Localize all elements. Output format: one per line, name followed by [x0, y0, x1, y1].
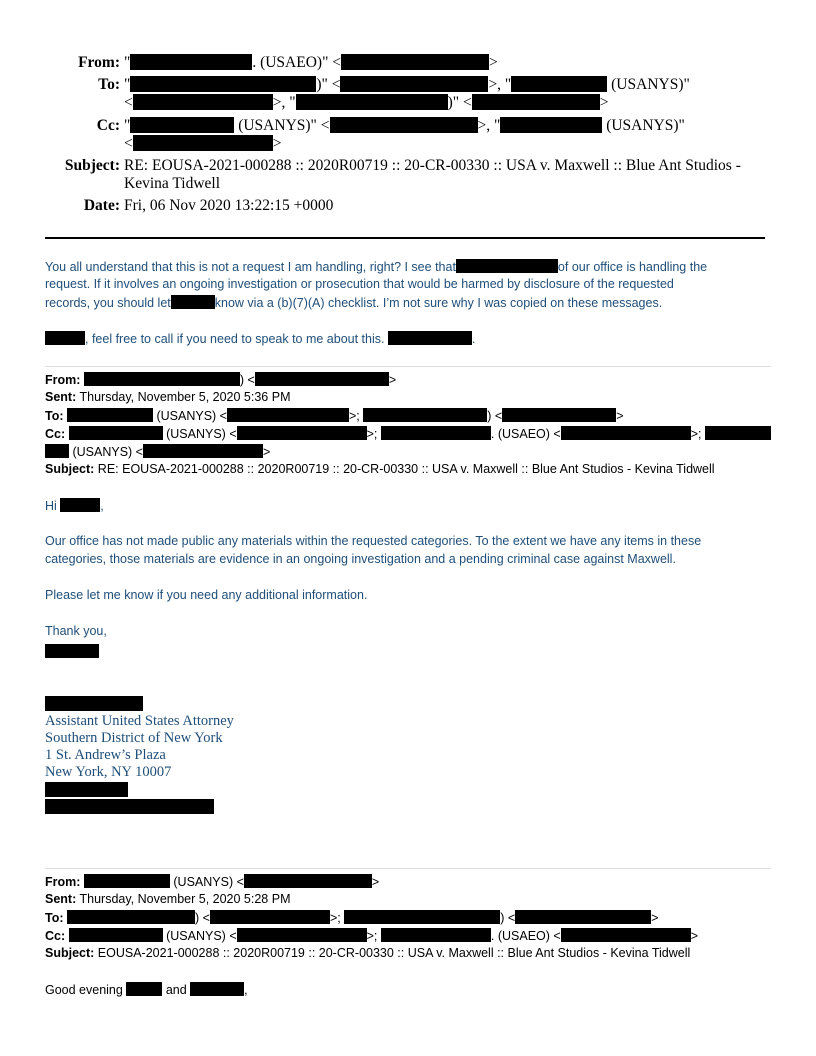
redaction-box	[341, 54, 489, 70]
redaction-box	[381, 928, 491, 942]
quoted-from: From: ) < >	[45, 373, 397, 387]
redaction-box	[130, 117, 234, 133]
redaction-box	[143, 444, 263, 458]
redaction-box	[69, 426, 163, 440]
date-value: Fri, 06 Nov 2020 13:22:15 +0000	[124, 197, 334, 214]
redaction-box	[67, 910, 195, 924]
redaction-box	[363, 408, 487, 422]
redaction-box	[67, 408, 153, 422]
signature-address: 1 St. Andrew’s Plaza	[45, 747, 166, 763]
redaction-box	[84, 874, 170, 888]
to-value-line1: " )" < >, " (USANYS)"	[124, 76, 690, 93]
cc-label: Cc:	[96, 117, 120, 134]
redaction-box	[69, 928, 163, 942]
redaction-box	[210, 910, 330, 924]
redaction-box	[45, 799, 214, 814]
quoted-cc-cont: (USANYS) < >	[45, 444, 270, 459]
header-divider	[45, 237, 765, 239]
redaction-box	[561, 928, 691, 942]
cc-value-line2: < >	[124, 135, 282, 152]
to-label: To:	[98, 76, 120, 93]
quoted-cc: Cc: (USANYS) < >; . (USAEO) < >;	[45, 426, 771, 441]
redaction-box	[126, 982, 162, 996]
redaction-box	[388, 331, 472, 345]
redaction-box	[515, 910, 651, 924]
signature-redacted	[45, 696, 143, 714]
signature-redacted	[45, 782, 128, 800]
body-line: Good evening and ,	[45, 983, 248, 997]
body-line: records, you should let know via a (b)(7)(A) checklist. I’m not sure why I was copied on these messages.	[45, 296, 663, 310]
redaction-box	[296, 94, 448, 110]
quoted-to: To: ) < >; ) < >	[45, 911, 659, 925]
subject-label: Subject:	[64, 157, 120, 174]
signature-redacted	[45, 799, 214, 817]
quoted-to: To: (USANYS) < >; ) < >	[45, 409, 624, 423]
redaction-box	[45, 331, 85, 345]
redaction-box	[502, 408, 616, 422]
date-label: Date:	[83, 197, 120, 214]
redaction-box	[133, 94, 273, 110]
body-line: Hi ,	[45, 499, 104, 513]
redaction-box	[472, 94, 600, 110]
redaction-box	[190, 982, 244, 996]
redaction-box	[45, 782, 128, 797]
redaction-box	[381, 426, 491, 440]
redaction-box	[456, 259, 558, 273]
redaction-box	[60, 498, 100, 512]
redaction-box	[330, 117, 478, 133]
cc-value-line1: " (USANYS)" < >, " (USANYS)"	[124, 117, 685, 134]
body-line: , feel free to call if you need to speak to me about this. .	[45, 331, 475, 346]
redaction-box	[227, 408, 349, 422]
redaction-box	[244, 874, 372, 888]
quoted-sent: Sent: Thursday, November 5, 2020 5:36 PM	[45, 390, 291, 404]
redaction-box	[500, 117, 602, 133]
quoted-from: From: (USANYS) < >	[45, 875, 380, 889]
redaction-box	[171, 295, 215, 309]
quoted-divider	[45, 366, 771, 367]
quoted-subject: Subject: RE: EOUSA-2021-000288 :: 2020R00719 :: 20-CR-00330 :: USA v. Maxwell :: Blue Ant Studios - Kevina Tidwell	[45, 462, 715, 476]
redaction-box	[705, 426, 771, 440]
redaction-box	[45, 644, 99, 658]
redaction-box	[45, 696, 143, 711]
redaction-box	[255, 372, 389, 386]
from-value: " . (USAEO)" < >	[124, 54, 498, 71]
redaction-box	[130, 76, 316, 92]
redaction-box	[130, 54, 252, 70]
body-line: categories, those materials are evidence in an ongoing investigation and a pending criminal case against Maxwell.	[45, 552, 676, 566]
signature-city: New York, NY 10007	[45, 764, 172, 780]
body-line: Please let me know if you need any additional information.	[45, 588, 368, 602]
body-line: Our office has not made public any materials within the requested categories. To the extent we have any items in these	[45, 534, 702, 548]
quoted-divider	[45, 868, 771, 869]
to-value-line2: < >, " )" < >	[124, 94, 609, 111]
body-line: request. If it involves an ongoing investigation or prosecution that would be harmed by disclosure of the requested	[45, 277, 674, 291]
quoted-sent: Sent: Thursday, November 5, 2020 5:28 PM	[45, 892, 291, 906]
body-line: Thank you,	[45, 624, 107, 638]
signature-name-redacted	[45, 644, 99, 659]
redaction-box	[133, 135, 273, 151]
subject-value-line2: Kevina Tidwell	[124, 175, 221, 192]
signature-title: Assistant United States Attorney	[45, 713, 234, 729]
redaction-box	[511, 76, 607, 92]
signature-office: Southern District of New York	[45, 730, 223, 746]
quoted-cc: Cc: (USANYS) < >; . (USAEO) < >	[45, 929, 699, 943]
body-line: You all understand that this is not a request I am handling, right? I see that of our office is handling the	[45, 260, 708, 274]
redaction-box	[344, 910, 500, 924]
redaction-box	[237, 928, 367, 942]
quoted-subject: Subject: EOUSA-2021-000288 :: 2020R00719 :: 20-CR-00330 :: USA v. Maxwell :: Blue Ant Studios - Kevina Tidwell	[45, 946, 691, 960]
redaction-box	[561, 426, 691, 440]
redaction-box	[84, 372, 240, 386]
from-label: From:	[78, 54, 120, 71]
redaction-box	[45, 444, 69, 458]
redaction-box	[237, 426, 367, 440]
redaction-box	[340, 76, 488, 92]
subject-value-line1: RE: EOUSA-2021-000288 :: 2020R00719 :: 20-CR-00330 :: USA v. Maxwell :: Blue Ant Studios -	[124, 157, 741, 174]
